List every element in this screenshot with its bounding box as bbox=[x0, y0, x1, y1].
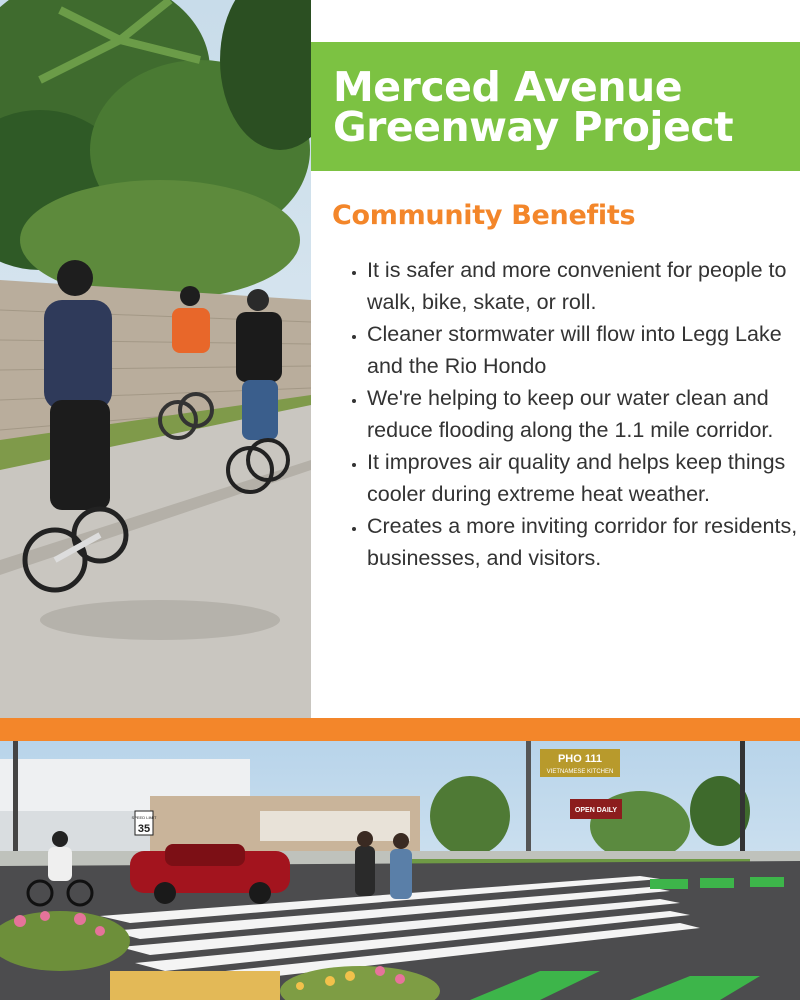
benefit-item: • Cleaner stormwater will flow into Legg Lake and the Rio Hondo bbox=[367, 318, 800, 382]
cyclists-photo bbox=[0, 0, 311, 718]
benefit-item: • We're helping to keep our water clean and reduce flooding along the 1.1 mile corridor. bbox=[367, 382, 800, 446]
open-daily-sign: OPEN DAILY bbox=[574, 807, 618, 814]
benefits-list bbox=[345, 254, 800, 574]
orange-divider bbox=[0, 718, 800, 741]
section-heading: Community Benefits bbox=[332, 200, 636, 231]
pho-sign-subtext: VIETNAMESE KITCHEN bbox=[546, 769, 614, 775]
speed-limit-value: 35 bbox=[137, 823, 151, 835]
title-line-1: Merced Avenue bbox=[333, 62, 683, 111]
street-rendering bbox=[0, 741, 800, 1000]
page-title bbox=[333, 62, 734, 151]
title-line-2: Greenway Project bbox=[333, 102, 734, 151]
speed-limit-label: SPEED LIMIT bbox=[131, 815, 157, 820]
pho-sign-text: PHO 111 bbox=[557, 753, 603, 765]
benefit-item: • Creates a more inviting corridor for residents, businesses, and visitors. bbox=[367, 510, 800, 574]
benefit-item: • It is safer and more convenient for people to walk, bike, skate, or roll. bbox=[367, 254, 800, 318]
benefit-item: • It improves air quality and helps keep things cooler during extreme heat weather. bbox=[367, 446, 800, 510]
title-banner bbox=[311, 42, 800, 171]
